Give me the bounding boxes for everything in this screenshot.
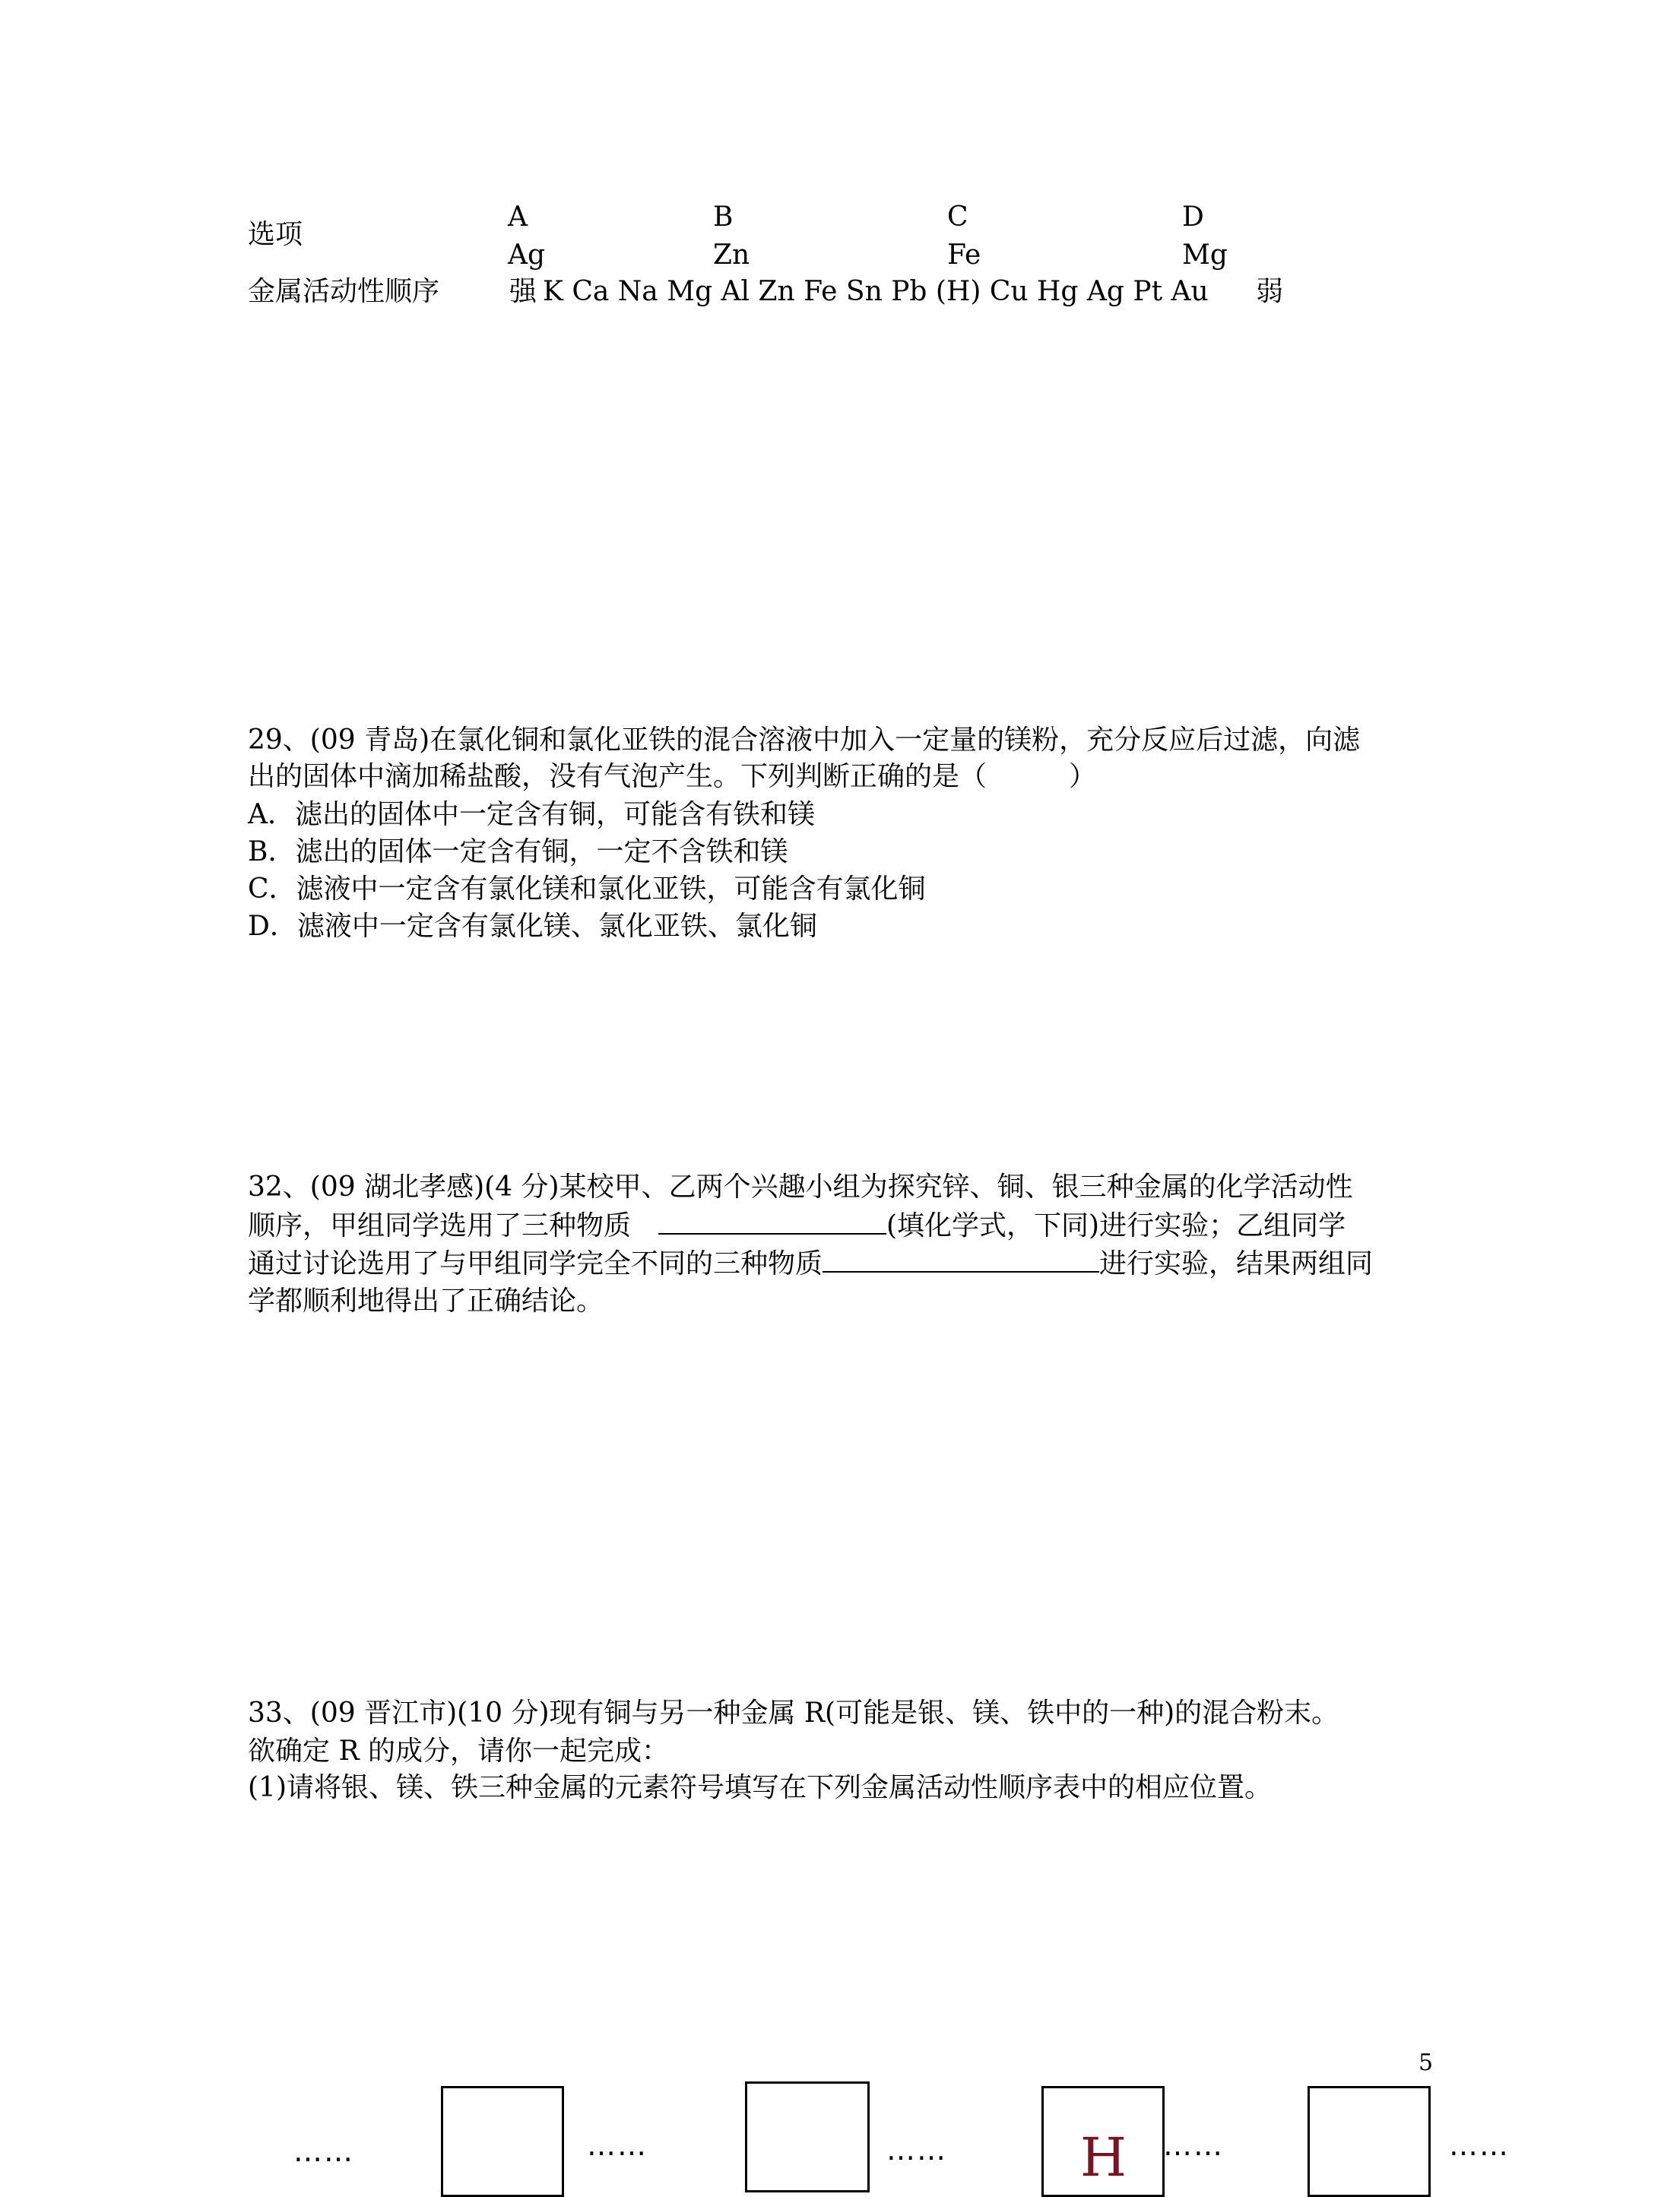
q32-line1: 32、(09 湖北孝感)(4 分)某校甲、乙两个兴趣小组为探究锌、铜、银三种金属的化学活动性 bbox=[248, 1171, 1353, 1203]
q32-line2 bbox=[248, 1207, 1346, 1244]
q33-line3: (1)请将银、镁、铁三种金属的元素符号填写在下列金属活动性顺序表中的相应位置。 bbox=[248, 1772, 1272, 1803]
table-label-option: 选项 bbox=[248, 219, 303, 250]
hydrogen-label: H bbox=[1080, 2126, 1127, 2189]
q29-choice-c: C．滤液中一定含有氯化镁和氯化亚铁，可能含有氯化铜 bbox=[248, 873, 926, 905]
q32-line2-prefix: 顺序，甲组同学选用了三种物质 bbox=[248, 1210, 632, 1241]
page-number: 5 bbox=[1418, 2050, 1434, 2076]
ellipsis-1: …… bbox=[293, 2135, 354, 2168]
q33-line1: 33、(09 晋江市)(10 分)现有铜与另一种金属 R(可能是银、镁、铁中的一种)的混合粉末。 bbox=[248, 1698, 1339, 1729]
answer-blank-group-b[interactable] bbox=[823, 1245, 1099, 1273]
hydrogen-box bbox=[1041, 2086, 1165, 2197]
q33-line2: 欲确定 R 的成分，请你一起完成： bbox=[248, 1736, 669, 1767]
ellipsis-2: …… bbox=[587, 2129, 648, 2162]
q29-choice-b: B．滤出的固体一定含有铜，一定不含铁和镁 bbox=[248, 836, 788, 867]
order-strong: 强 bbox=[509, 276, 537, 307]
q29-line1: 29、(09 青岛)在氯化铜和氯化亚铁的混合溶液中加入一定量的镁粉，充分反应后过滤，向滤 bbox=[248, 724, 1361, 756]
q32-line3 bbox=[248, 1245, 1373, 1282]
option-metal-a: Ag bbox=[508, 239, 546, 271]
q32-line3-suffix: 进行实验，结果两组同 bbox=[1099, 1248, 1374, 1279]
answer-box-3[interactable] bbox=[1308, 2086, 1431, 2197]
answer-box-2[interactable] bbox=[745, 2081, 870, 2192]
option-metal-b: Zn bbox=[713, 239, 750, 271]
q29-choice-d: D．滤液中一定含有氯化镁、氯化亚铁、氯化铜 bbox=[248, 911, 817, 942]
option-letter-b: B bbox=[713, 201, 734, 233]
option-letter-c: C bbox=[947, 201, 968, 233]
activity-series-row bbox=[509, 274, 1209, 310]
order-series: K Ca Na Mg Al Zn Fe Sn Pb (H) Cu Hg Ag Pt Au bbox=[543, 276, 1209, 307]
option-letter-d: D bbox=[1182, 201, 1204, 233]
q29-line2: 出的固体中滴加稀盐酸，没有气泡产生。下列判断正确的是（ ） bbox=[248, 761, 1097, 792]
option-metal-c: Fe bbox=[947, 239, 981, 271]
answer-blank-group-a[interactable] bbox=[658, 1207, 886, 1235]
q32-line2-suffix: (填化学式，下同)进行实验；乙组同学 bbox=[886, 1210, 1346, 1241]
q29-choice-a: A．滤出的固体中一定含有铜，可能含有铁和镁 bbox=[248, 799, 815, 830]
ellipsis-4: …… bbox=[1163, 2129, 1224, 2162]
table-label-order: 金属活动性顺序 bbox=[248, 276, 440, 307]
option-metal-d: Mg bbox=[1182, 239, 1228, 271]
q32-line4: 学都顺利地得出了正确结论。 bbox=[248, 1286, 604, 1317]
ellipsis-3: …… bbox=[886, 2133, 947, 2167]
ellipsis-5: …… bbox=[1449, 2129, 1510, 2162]
option-letter-a: A bbox=[508, 201, 528, 233]
answer-box-1[interactable] bbox=[441, 2086, 564, 2197]
q32-line3-prefix: 通过讨论选用了与甲组同学完全不同的三种物质 bbox=[248, 1248, 823, 1279]
order-weak: 弱 bbox=[1256, 276, 1284, 307]
